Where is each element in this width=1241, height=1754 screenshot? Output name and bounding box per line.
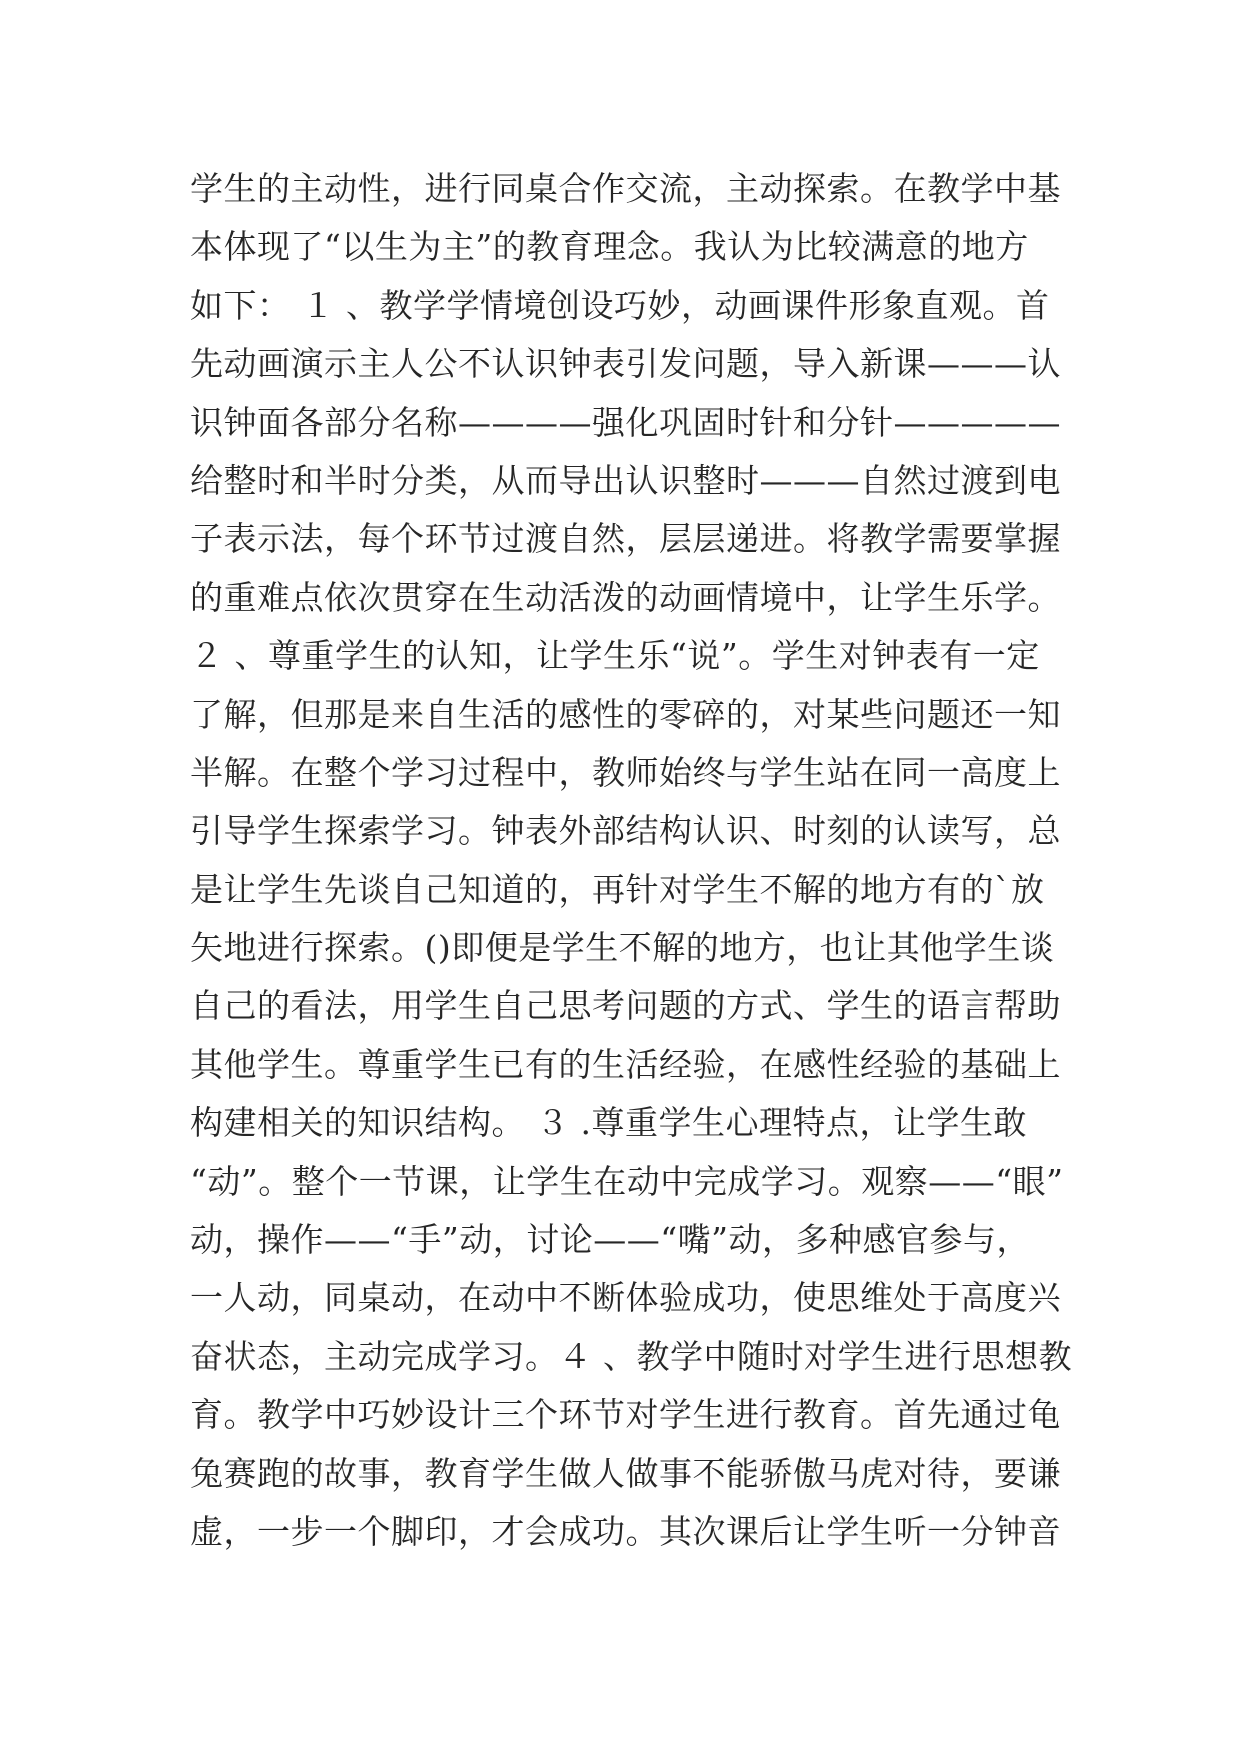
text-line: 构建相关的知识结构。 ３ .尊重学生心理特点，让学生敢 xyxy=(190,1103,1027,1143)
text-line: 虚，一步一个脚印，才会成功。其次课后让学生听一分钟音 xyxy=(190,1511,1061,1551)
text-line: 了解，但那是来自生活的感性的零碎的，对某些问题还一知 xyxy=(190,694,1061,734)
text-line: 本体现了“以生为主”的教育理念。我认为比较满意的地方 xyxy=(190,227,1029,267)
text-line: 半解。在整个学习过程中，教师始终与学生站在同一高度上 xyxy=(190,752,1061,792)
text-line: 奋状态，主动完成学习。４ 、教学中随时对学生进行思想教 xyxy=(190,1336,1072,1376)
text-line: 其他学生。尊重学生已有的生活经验，在感性经验的基础上 xyxy=(190,1044,1061,1084)
text-line: ２ 、尊重学生的认知，让学生乐“说”。学生对钟表有一定 xyxy=(190,636,1040,676)
text-line: 育。教学中巧妙设计三个环节对学生进行教育。首先通过龟 xyxy=(190,1395,1061,1435)
text-line: 矢地进行探索。()即便是学生不解的地方，也让其他学生谈 xyxy=(190,928,1055,968)
text-line: “动”。整个一节课，让学生在动中完成学习。观察——“眼” xyxy=(190,1161,1064,1201)
text-line: 是让学生先谈自己知道的，再针对学生不解的地方有的`放 xyxy=(190,869,1045,909)
text-line: 动，操作——“手”动，讨论——“嘴”动，多种感官参与， xyxy=(190,1220,1030,1260)
text-line: 一人动，同桌动，在动中不断体验成功，使思维处于高度兴 xyxy=(190,1278,1061,1318)
text-line: 兔赛跑的故事，教育学生做人做事不能骄傲马虎对待，要谦 xyxy=(190,1453,1061,1493)
text-line: 的重难点依次贯穿在生动活泼的动画情境中，让学生乐学。 xyxy=(190,577,1061,617)
text-line: 自己的看法，用学生自己思考问题的方式、学生的语言帮助 xyxy=(190,986,1061,1026)
text-line: 给整时和半时分类，从而导出认识整时———自然过渡到电 xyxy=(190,460,1061,500)
text-line: 识钟面各部分名称————强化巩固时针和分针————— xyxy=(190,402,1061,442)
text-line: 如下： １ 、教学学情境创设巧妙，动画课件形象直观。首 xyxy=(190,285,1050,325)
text-line: 引导学生探索学习。钟表外部结构认识、时刻的认读写，总 xyxy=(190,811,1061,851)
body-text xyxy=(190,160,1070,1561)
text-line: 先动画演示主人公不认识钟表引发问题，导入新课———认 xyxy=(190,344,1061,384)
text-line: 子表示法，每个环节过渡自然，层层递进。将教学需要掌握 xyxy=(190,519,1061,559)
text-line: 学生的主动性，进行同桌合作交流，主动探索。在教学中基 xyxy=(190,169,1061,208)
